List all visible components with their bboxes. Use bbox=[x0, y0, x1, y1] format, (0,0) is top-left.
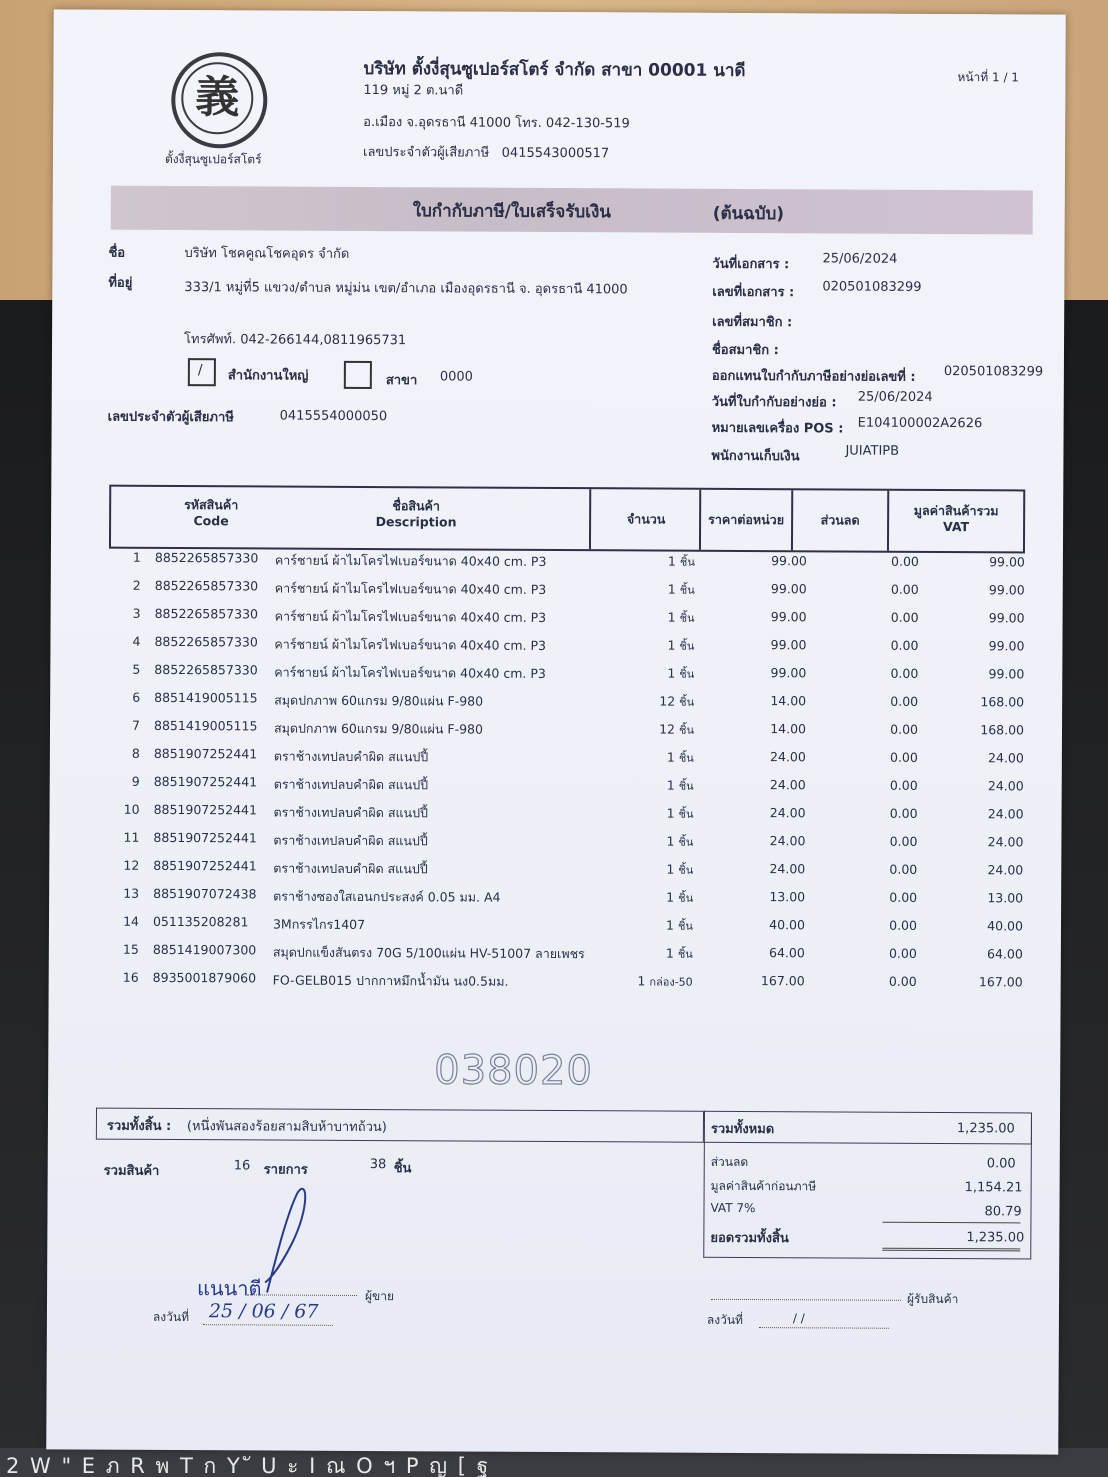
discount-value: 0.00 bbox=[986, 1156, 1016, 1172]
pos-label: หมายเลขเครื่อง POS : bbox=[711, 420, 844, 437]
receiver-label: ผู้รับสินค้า bbox=[907, 1291, 959, 1307]
branch-label: สาขา bbox=[385, 373, 418, 389]
title-band bbox=[111, 186, 1033, 235]
row-uom: ชิ้น bbox=[677, 947, 693, 961]
seller-label: ผู้ขาย bbox=[365, 1289, 395, 1304]
row-qty: 1 bbox=[666, 917, 675, 933]
company-taxid-label: เลขประจำตัวผู้เสียภาษี bbox=[362, 144, 490, 161]
customer-taxid: 0415554000050 bbox=[279, 408, 388, 425]
row-amount: 99.00 bbox=[988, 638, 1025, 654]
row-unit-price: 24.00 bbox=[770, 749, 806, 765]
row-amount: 24.00 bbox=[987, 806, 1024, 822]
row-number: 10 bbox=[123, 801, 140, 817]
row-discount: 0.00 bbox=[890, 693, 919, 709]
row-discount: 0.00 bbox=[890, 581, 919, 597]
header-amount-th: มูลค่าสินค้ารวม bbox=[913, 502, 999, 519]
row-code: 8852265857330 bbox=[154, 605, 259, 622]
row-amount: 168.00 bbox=[980, 722, 1025, 738]
table-row bbox=[108, 634, 1028, 666]
doc-number-label: เลขที่เอกสาร : bbox=[712, 284, 795, 301]
row-uom: ชิ้น bbox=[679, 555, 695, 569]
row-unit-price: 167.00 bbox=[760, 973, 805, 989]
row-amount: 13.00 bbox=[987, 890, 1024, 906]
row-description: คาร์ชายน์ ผ้าไมโครไฟเบอร์ขนาด 40x40 cm. P3 bbox=[274, 608, 547, 625]
customer-name-label: ชื่อ bbox=[108, 245, 126, 261]
row-uom: ชิ้น bbox=[679, 667, 695, 681]
company-address-2: อ.เมือง จ.อุดรธานี 41000 โทร. 042-130-519 bbox=[363, 114, 630, 132]
row-discount: 0.00 bbox=[889, 861, 918, 877]
seller-date: 25 / 06 / 67 bbox=[208, 1300, 319, 1323]
cashier-label: พนักงานเก็บเงิน bbox=[711, 448, 800, 465]
row-number: 12 bbox=[123, 857, 140, 873]
row-discount: 0.00 bbox=[889, 917, 918, 933]
row-description: ตราช้างเทปลบคำผิด สแนปปี้ bbox=[273, 860, 428, 877]
company-taxid: 0415543000517 bbox=[501, 145, 610, 162]
hq-checkbox bbox=[188, 358, 216, 386]
row-unit-price: 99.00 bbox=[771, 553, 807, 569]
items-count: 16 bbox=[233, 1158, 251, 1174]
row-discount: 0.00 bbox=[889, 805, 918, 821]
row-code: 8851419005115 bbox=[154, 689, 258, 706]
row-qty: 1 bbox=[667, 665, 676, 681]
header-code-en: Code bbox=[193, 513, 229, 529]
row-amount: 99.00 bbox=[989, 554, 1025, 570]
company-address-1: 119 หมู่ 2 ต.นาดี bbox=[363, 82, 464, 99]
row-qty: 1 bbox=[666, 749, 675, 765]
row-unit-price: 99.00 bbox=[770, 637, 807, 653]
row-amount: 40.00 bbox=[987, 918, 1024, 934]
row-number: 11 bbox=[123, 829, 140, 845]
row-code: 8851907252441 bbox=[153, 745, 258, 762]
row-unit-price: 13.00 bbox=[769, 889, 806, 905]
document-title: ใบกำกับภาษี/ใบเสร็จรับเงิน bbox=[412, 201, 611, 223]
customer-name: บริษัท โชคคูณโชคอุดร จำกัด bbox=[184, 246, 350, 262]
row-uom: ชิ้น bbox=[679, 639, 695, 653]
branch-checkbox bbox=[344, 361, 372, 389]
table-row bbox=[107, 914, 1027, 946]
row-description: ตราช้างเทปลบคำผิด สแนปปี้ bbox=[273, 776, 429, 793]
items-total-label: รวมสินค้า bbox=[103, 1163, 160, 1179]
member-number-label: เลขที่สมาชิก : bbox=[712, 314, 793, 331]
table-row bbox=[107, 942, 1027, 974]
row-unit-price: 24.00 bbox=[769, 805, 806, 821]
company-logo bbox=[171, 52, 268, 149]
row-code: 8851907072438 bbox=[153, 885, 257, 902]
header-amount-en: VAT bbox=[943, 519, 970, 535]
member-name-label: ชื่อสมาชิก : bbox=[711, 342, 779, 359]
row-amount: 24.00 bbox=[988, 750, 1024, 766]
row-discount: 0.00 bbox=[888, 945, 917, 961]
row-description: คาร์ชายน์ ผ้าไมโครไฟเบอร์ขนาด 40x40 cm. P3 bbox=[274, 552, 547, 569]
row-code: 8852265857330 bbox=[154, 577, 259, 594]
row-amount: 24.00 bbox=[987, 834, 1024, 850]
row-uom: ชิ้น bbox=[678, 835, 694, 849]
row-discount: 0.00 bbox=[888, 973, 917, 989]
row-uom: ชิ้น bbox=[678, 751, 694, 765]
row-discount: 0.00 bbox=[889, 889, 918, 905]
row-number: 5 bbox=[132, 661, 141, 677]
row-qty: 1 bbox=[666, 833, 675, 849]
row-amount: 24.00 bbox=[987, 778, 1024, 794]
row-discount: 0.00 bbox=[890, 637, 919, 653]
row-code: 051135208281 bbox=[152, 913, 249, 930]
row-amount: 24.00 bbox=[987, 862, 1024, 878]
cashier-name: JUIATIPB bbox=[845, 443, 900, 459]
row-number: 2 bbox=[132, 577, 141, 593]
row-description: ตราช้างซองใสเอนกประสงค์ 0.05 มม. A4 bbox=[273, 888, 501, 905]
receiver-date-line bbox=[759, 1327, 889, 1329]
row-description: คาร์ชายน์ ผ้าไมโครไฟเบอร์ขนาด 40x40 cm. P3 bbox=[274, 664, 546, 681]
row-qty: 12 bbox=[659, 693, 676, 709]
row-number: 13 bbox=[123, 885, 140, 901]
pretax-value: 1,154.21 bbox=[964, 1180, 1023, 1196]
row-number: 14 bbox=[123, 913, 140, 929]
hq-label: สำนักงานใหญ่ bbox=[227, 368, 309, 384]
items-unit: รายการ bbox=[263, 1162, 308, 1178]
row-code: 8852265857330 bbox=[154, 661, 258, 678]
header-unit-price: ราคาต่อหน่วย bbox=[708, 511, 785, 528]
header-desc-en: Description bbox=[375, 514, 457, 530]
row-description: สมุดปกภาพ 60แกรม 9/80แผ่น F-980 bbox=[273, 720, 484, 737]
row-discount: 0.00 bbox=[890, 665, 919, 681]
invoice-sheet bbox=[46, 9, 1066, 1454]
row-uom: ชิ้น bbox=[678, 723, 695, 737]
header-discount: ส่วนลด bbox=[820, 512, 860, 528]
company-name: บริษัท ตั้งงี่สุนซูเปอร์สโตร์ จำกัด สาขา 00001 นาดี bbox=[363, 58, 746, 81]
table-row bbox=[108, 774, 1028, 806]
row-qty: 1 bbox=[667, 637, 676, 653]
row-discount: 0.00 bbox=[890, 609, 919, 625]
row-uom: กล่อง-50 bbox=[649, 975, 693, 989]
row-qty: 12 bbox=[659, 721, 676, 737]
customer-taxid-label: เลขประจำตัวผู้เสียภาษี bbox=[107, 409, 234, 426]
row-description: คาร์ชายน์ ผ้าไมโครไฟเบอร์ขนาด 40x40 cm. P3 bbox=[274, 580, 547, 597]
row-description: ตราช้างเทปลบคำผิด สแนปปี้ bbox=[273, 748, 429, 765]
row-number: 8 bbox=[131, 745, 140, 761]
row-uom: ชิ้น bbox=[678, 863, 694, 877]
abbr-date-label: วันที่ใบกำกับอย่างย่อ : bbox=[711, 394, 837, 411]
handwritten-number: 038020 bbox=[434, 1047, 594, 1095]
table-row bbox=[107, 970, 1027, 1002]
row-description: ตราช้างเทปลบคำผิด สแนปปี้ bbox=[273, 804, 429, 821]
row-unit-price: 14.00 bbox=[770, 693, 807, 709]
table-row bbox=[107, 858, 1027, 890]
customer-address-label: ที่อยู่ bbox=[108, 275, 133, 291]
row-unit-price: 64.00 bbox=[769, 945, 805, 961]
row-uom: ชิ้น bbox=[679, 695, 695, 709]
row-description: สมุดปกแข็งสันตรง 70G 5/100แผ่น HV-51007 ลายเพชร bbox=[272, 944, 585, 962]
row-amount: 99.00 bbox=[988, 610, 1025, 626]
row-description: ตราช้างเทปลบคำผิด สแนปปี้ bbox=[273, 832, 428, 849]
receiver-date: / / bbox=[792, 1311, 805, 1326]
row-uom: ชิ้น bbox=[678, 807, 694, 821]
doc-date-label: วันที่เอกสาร : bbox=[712, 256, 790, 273]
row-description: สมุดปกภาพ 60แกรม 9/80แผ่น F-980 bbox=[274, 692, 484, 709]
table-row bbox=[107, 802, 1027, 834]
pos-number: E104100002A2626 bbox=[857, 415, 983, 432]
row-number: 16 bbox=[122, 969, 139, 985]
row-discount: 0.00 bbox=[891, 553, 919, 569]
abbr-date: 25/06/2024 bbox=[857, 389, 933, 405]
vat-label: VAT 7% bbox=[710, 1200, 756, 1216]
row-discount: 0.00 bbox=[889, 749, 918, 765]
pieces-count: 38 bbox=[369, 1157, 387, 1173]
summary-box bbox=[703, 1111, 1032, 1260]
row-description: 3Mกรรไกร1407 bbox=[272, 916, 366, 933]
row-amount: 64.00 bbox=[987, 946, 1023, 962]
row-unit-price: 99.00 bbox=[770, 665, 807, 681]
row-qty: 1 bbox=[665, 945, 674, 961]
row-description: FO-GELB015 ปากกาหมึกน้ำมัน นง0.5มม. bbox=[272, 972, 509, 989]
table-row bbox=[108, 746, 1028, 778]
row-amount: 99.00 bbox=[988, 666, 1025, 682]
items-table-header bbox=[109, 485, 1025, 554]
table-row bbox=[108, 662, 1028, 694]
row-amount: 167.00 bbox=[978, 974, 1023, 990]
table-row bbox=[109, 550, 1029, 582]
net-total-value: 1,235.00 bbox=[966, 1230, 1025, 1246]
replace-number: 020501083299 bbox=[943, 364, 1044, 380]
row-unit-price: 99.00 bbox=[770, 609, 807, 625]
net-total-label: ยอดรวมทั้งสิ้น bbox=[710, 1230, 789, 1247]
row-unit-price: 40.00 bbox=[769, 917, 806, 933]
row-uom: ชิ้น bbox=[679, 611, 695, 625]
row-code: 8852265857330 bbox=[154, 549, 259, 566]
row-number: 3 bbox=[132, 605, 141, 621]
row-qty: 1 bbox=[666, 861, 675, 877]
row-unit-price: 24.00 bbox=[769, 861, 806, 877]
table-row bbox=[109, 578, 1029, 610]
row-code: 8851419005115 bbox=[153, 717, 258, 734]
logo-glyph: 義 bbox=[181, 62, 253, 134]
row-discount: 0.00 bbox=[889, 777, 918, 793]
row-code: 8851907252441 bbox=[153, 829, 257, 846]
seller-date-label: ลงวันที่ bbox=[152, 1309, 190, 1325]
row-description: คาร์ชายน์ ผ้าไมโครไฟเบอร์ขนาด 40x40 cm. P3 bbox=[274, 636, 547, 653]
header-qty: จำนวน bbox=[626, 511, 666, 527]
page-number: หน้าที่ 1 / 1 bbox=[957, 70, 1020, 85]
header-code-th: รหัสสินค้า bbox=[184, 497, 239, 513]
doc-date: 25/06/2024 bbox=[822, 251, 898, 267]
row-uom: ชิ้น bbox=[677, 919, 694, 933]
row-code: 8852265857330 bbox=[154, 633, 258, 650]
table-row bbox=[107, 886, 1027, 918]
row-unit-price: 24.00 bbox=[769, 777, 806, 793]
row-number: 7 bbox=[132, 717, 141, 733]
row-uom: ชิ้น bbox=[678, 779, 694, 793]
replace-label: ออกแทนใบกำกับภาษีอย่างย่อเลขที่ : bbox=[711, 368, 916, 385]
table-row bbox=[108, 690, 1028, 722]
doc-number: 020501083299 bbox=[822, 279, 922, 295]
total-in-words: (หนึ่งพันสองร้อยสามสิบห้าบาทถ้วน) bbox=[186, 1119, 387, 1136]
row-discount: 0.00 bbox=[889, 833, 918, 849]
row-qty: 1 bbox=[666, 777, 675, 793]
total-label: รวมทั้งสิ้น : bbox=[106, 1118, 172, 1134]
header-desc-th: ชื่อสินค้า bbox=[392, 498, 440, 514]
row-number: 1 bbox=[132, 549, 141, 565]
receiver-signature-line bbox=[711, 1299, 901, 1301]
row-qty: 1 bbox=[666, 889, 675, 905]
table-row bbox=[109, 606, 1029, 638]
receiver-date-label: ลงวันที่ bbox=[706, 1312, 744, 1327]
row-code: 8851907252441 bbox=[153, 773, 258, 790]
pretax-label: มูลค่าสินค้าก่อนภาษี bbox=[710, 1178, 817, 1194]
row-uom: ชิ้น bbox=[679, 583, 695, 597]
row-number: 15 bbox=[122, 941, 139, 957]
row-amount: 99.00 bbox=[988, 582, 1025, 598]
row-qty: 1 bbox=[666, 805, 675, 821]
keyboard-keys: 2 W " E ภ R พ T ก Y ั U ะ I ณ O ฯ P ญ [ ฐ bbox=[6, 1454, 491, 1477]
document-copy-label: (ต้นฉบับ) bbox=[712, 203, 785, 225]
row-amount: 168.00 bbox=[980, 694, 1025, 710]
hq-check-mark: / bbox=[197, 362, 203, 379]
row-qty: 1 bbox=[667, 609, 676, 625]
grand-total-value: 1,235.00 bbox=[956, 1121, 1015, 1137]
row-qty: 1 bbox=[667, 553, 676, 569]
row-unit-price: 14.00 bbox=[770, 721, 807, 737]
row-code: 8935001879060 bbox=[152, 969, 257, 986]
discount-label: ส่วนลด bbox=[710, 1154, 749, 1170]
row-code: 8851907252441 bbox=[153, 801, 258, 818]
row-number: 6 bbox=[132, 689, 141, 705]
row-unit-price: 24.00 bbox=[769, 833, 806, 849]
row-uom: ชิ้น bbox=[678, 891, 694, 905]
vat-value: 80.79 bbox=[984, 1204, 1022, 1220]
seller-date-line bbox=[203, 1324, 333, 1326]
row-code: 8851419007300 bbox=[152, 941, 257, 958]
seller-signature-name: แนนาตี bbox=[197, 1276, 262, 1301]
row-code: 8851907252441 bbox=[153, 857, 257, 874]
row-qty: 1 bbox=[637, 973, 646, 989]
row-number: 4 bbox=[132, 633, 141, 649]
customer-phone: โทรศัพท์. 042-266144,0811965731 bbox=[184, 332, 407, 349]
row-unit-price: 99.00 bbox=[770, 581, 807, 597]
customer-address: 333/1 หมู่ที่5 แขวง/ตำบล หมู่ม่น เขต/อำเภอ เมืองอุดรธานี จ. อุดรธานี 41000 bbox=[184, 280, 628, 298]
grand-total-label: รวมทั้งหมด bbox=[710, 1121, 775, 1138]
branch-number: 0000 bbox=[439, 369, 473, 385]
row-qty: 1 bbox=[667, 581, 676, 597]
row-number: 9 bbox=[131, 773, 140, 789]
row-discount: 0.00 bbox=[890, 721, 919, 737]
pieces-unit: ชิ้น bbox=[393, 1161, 412, 1177]
logo-caption: ตั้งงี่สุนซูเปอร์สโตร์ bbox=[164, 151, 262, 167]
table-row bbox=[107, 830, 1027, 862]
table-row bbox=[108, 718, 1028, 750]
